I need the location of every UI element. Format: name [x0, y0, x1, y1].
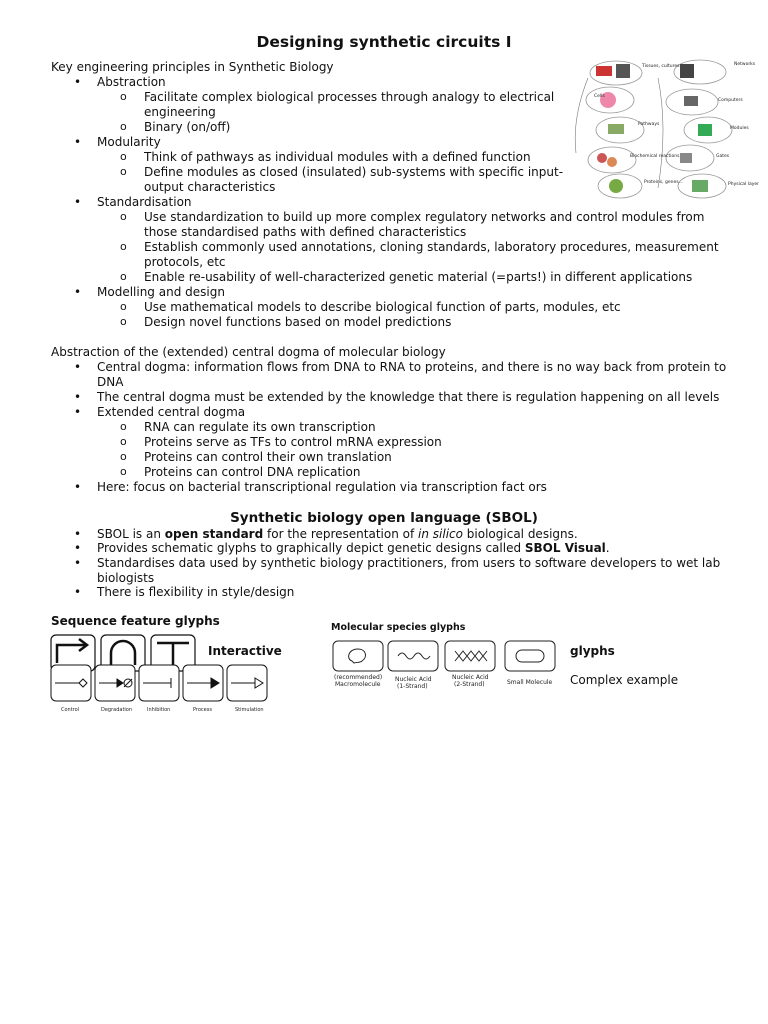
bullet: •	[74, 360, 82, 374]
bullet: •	[74, 390, 82, 404]
sub-bullet: o	[120, 150, 127, 163]
sub-bullet: o	[120, 300, 127, 313]
sub-bullet: o	[120, 120, 127, 133]
diagram-label: Pathways	[638, 122, 660, 127]
interaction-name: Degradation	[101, 707, 133, 713]
section2-item: DNA	[97, 375, 124, 389]
sub-bullet: o	[120, 420, 127, 433]
molecule-name: Nucleic Acid	[452, 674, 489, 681]
sbol-bullet-2: Provides schematic glyphs to graphically depict genetic designs called SBOL Visual.	[97, 541, 610, 555]
section1-subitem: Enable re-usability of well-characterized genetic material (=parts!) in different applications	[144, 270, 693, 284]
sbol-bullet-3: Standardises data used by synthetic biology practitioners, from users to software developers to wet lab	[97, 556, 721, 570]
diagram-label: Cells	[594, 94, 605, 99]
diagram-label: Networks	[734, 62, 756, 67]
section2-item: Extended central dogma	[97, 405, 246, 419]
diagram-label: Gates	[716, 154, 730, 159]
bullet: •	[74, 556, 82, 570]
diagram-label: Tissues, cultures	[642, 64, 680, 69]
diagram-label: Proteins, genes...	[644, 180, 683, 185]
sub-bullet: o	[120, 270, 127, 283]
section2-item: Here: focus on bacterial transcriptional regulation via transcription fact ors	[97, 480, 547, 494]
sub-bullet: o	[120, 165, 127, 178]
section1-subitem: engineering	[144, 105, 216, 119]
molecular-species-label: Molecular species glyphs	[331, 622, 466, 633]
bullet: •	[74, 285, 82, 299]
interactive-label: Interactive	[208, 644, 282, 658]
diagram-label: Computers	[718, 98, 743, 103]
interaction-name: Stimulation	[235, 707, 264, 713]
section2-item: Central dogma: information flows from DNA to RNA to proteins, and there is no way back from protein to	[97, 360, 727, 374]
section1-item: Modelling and design	[97, 285, 225, 299]
sub-bullet: o	[120, 90, 127, 103]
section2-subitem: Proteins can control their own translation	[144, 450, 392, 464]
diagram-label: Biochemical reactions	[630, 154, 680, 159]
molecule-name: Small Molecule	[507, 679, 553, 686]
section2-item: The central dogma must be extended by the knowledge that there is regulation happening on all levels	[97, 390, 720, 404]
section1-subitem: Define modules as closed (insulated) sub-systems with specific input-	[144, 165, 564, 179]
section2-subitem: Proteins serve as TFs to control mRNA expression	[144, 435, 442, 449]
interaction-name: Inhibition	[147, 707, 171, 713]
sub-bullet: o	[120, 450, 127, 463]
bullet: •	[74, 541, 82, 555]
diagram-label: Physical layer	[728, 182, 760, 187]
section1-item: Modularity	[97, 135, 161, 149]
section1-heading: Key engineering principles in Synthetic Biology	[51, 60, 334, 74]
section1-subitem: Binary (on/off)	[144, 120, 231, 134]
molecule-name: Macromolecule	[335, 681, 381, 688]
section1-subitem: Establish commonly used annotations, cloning standards, laboratory procedures, measurement	[144, 240, 719, 254]
section1-item: Abstraction	[97, 75, 166, 89]
sub-bullet: o	[120, 315, 127, 328]
bullet: •	[74, 405, 82, 419]
page-title: Designing synthetic circuits I	[256, 33, 512, 51]
section1-subitem: Use standardization to build up more complex regulatory networks and control modules from	[144, 210, 705, 224]
sbol-heading: Synthetic biology open language (SBOL)	[230, 510, 538, 526]
sbol-bullet-1: SBOL is an open standard for the representation of in silico biological designs.	[97, 527, 578, 541]
molecular-species-image	[328, 619, 560, 703]
section1-subitem: Facilitate complex biological processes through analogy to electrical	[144, 90, 555, 104]
section1-subitem: output characteristics	[144, 180, 276, 194]
section1-subitem: protocols, etc	[144, 255, 226, 269]
interaction-name: Control	[61, 707, 80, 713]
sequence-feature-glyphs-label: Sequence feature glyphs	[51, 614, 220, 628]
bullet: •	[74, 585, 82, 599]
section1-subitem: Design novel functions based on model predictions	[144, 315, 452, 329]
sub-bullet: o	[120, 210, 127, 223]
bullet: •	[74, 135, 82, 149]
section1-subitem: those standardised paths with defined characteristics	[144, 225, 467, 239]
bullet: •	[74, 480, 82, 494]
bio-electronics-analogy-diagram	[568, 58, 764, 208]
molecule-name: (1-Strand)	[397, 683, 428, 690]
sbol-bullet-4: There is flexibility in style/design	[97, 585, 295, 599]
bullet: •	[74, 195, 82, 209]
section1-subitem: Think of pathways as individual modules with a defined function	[144, 150, 531, 164]
section2-subitem: Proteins can control DNA replication	[144, 465, 361, 479]
molecule-name: (recommended)	[334, 674, 383, 681]
section1-subitem: Use mathematical models to describe biological function of parts, modules, etc	[144, 300, 621, 314]
sub-bullet: o	[120, 240, 127, 253]
diagram-label: Modules	[730, 126, 749, 131]
bullet: •	[74, 75, 82, 89]
sub-bullet: o	[120, 435, 127, 448]
bullet: •	[74, 527, 82, 541]
molecule-name: Nucleic Acid	[395, 676, 432, 683]
section2-subitem: RNA can regulate its own transcription	[144, 420, 376, 434]
interaction-name: Process	[193, 707, 212, 713]
section1-item: Standardisation	[97, 195, 192, 209]
sbol-bullet-3-cont: biologists	[97, 571, 155, 585]
glyphs-label: glyphs	[570, 644, 615, 658]
section2-heading: Abstraction of the (extended) central dogma of molecular biology	[51, 345, 446, 359]
molecule-name: (2-Strand)	[454, 681, 485, 688]
complex-example-label: Complex example	[570, 673, 679, 687]
sub-bullet: o	[120, 465, 127, 478]
